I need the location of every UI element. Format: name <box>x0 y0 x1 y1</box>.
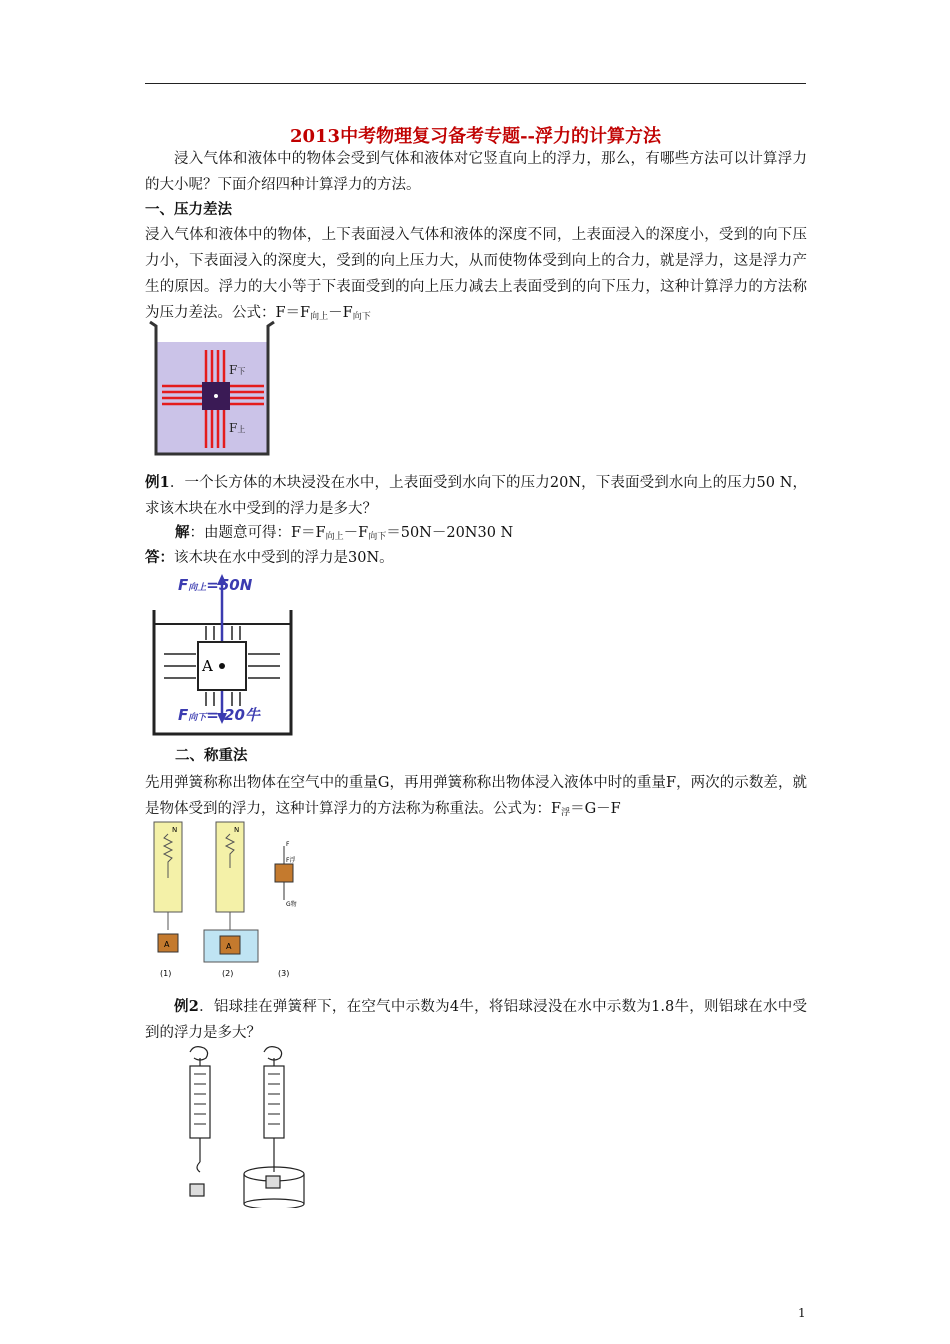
page-number: 1 <box>798 1306 806 1320</box>
scale-2 <box>204 822 258 978</box>
example2-question: 例2．铝球挂在弹簧秤下，在空气中示数为4牛，将铝球浸没在水中示数为1.8牛，则铝球在水中受到的浮力是多大？ <box>145 998 807 1041</box>
page-title: 2013中考物理复习备考专题--浮力的计算方法 <box>289 126 662 147</box>
svg-text:F: F <box>286 841 290 848</box>
spring-scale-figure <box>148 818 308 980</box>
svg-text:F下: F下 <box>229 363 246 377</box>
spring-balance-figure <box>180 1044 310 1208</box>
svg-text:G物: G物 <box>286 901 297 908</box>
intro-paragraph: 浸入气体和液体中的物体会受到气体和液体对它竖直向上的浮力，那么，有哪些方法可以计算浮力的大小呢？下面介绍四种计算浮力的方法。 <box>145 151 807 193</box>
scale-1 <box>154 822 182 978</box>
pressure-beaker-figure <box>148 320 280 458</box>
example1-question: 例1．一个长方体的木块浸没在水中，上表面受到水向下的压力20N，下表面受到水向上的压力50 N，求该木块在水中受到的浮力是多大？ <box>145 474 807 517</box>
svg-text:A: A <box>226 942 232 951</box>
svg-text:A: A <box>202 657 213 675</box>
svg-text:(1): (1) <box>160 969 172 978</box>
example1-answer: 答：该木块在水中受到的浮力是30N。 <box>145 549 394 566</box>
svg-text:F上: F上 <box>229 421 246 435</box>
example1-solution: 解：由题意可得：$F=F_{向上}-F_{向下}=50N-20N30$ N <box>175 524 514 542</box>
svg-text:N: N <box>234 826 240 834</box>
svg-text:N: N <box>172 826 178 834</box>
svg-text:A: A <box>164 940 170 949</box>
section2-paragraph: 先用弹簧称称出物体在空气中的重量G，再用弹簧称称出物体浸入液体中时的重量F，两次的示数差，就是物体受到的浮力，这种计算浮力的方法称为称重法。公式为：$F_浮=G-F$ <box>145 775 807 818</box>
force-box-figure <box>150 570 295 738</box>
svg-text:(3): (3) <box>278 969 290 978</box>
svg-text:F向上=50N: F向上=50N <box>178 576 253 594</box>
svg-text:F浮: F浮 <box>286 857 296 864</box>
svg-text:(2): (2) <box>222 969 234 978</box>
svg-text:F向下= 20牛: F向下= 20牛 <box>178 706 260 724</box>
section1-heading: 一、压力差法 <box>145 201 232 218</box>
section1-paragraph: 浸入气体和液体中的物体，上下表面浸入气体和液体的深度不同，上表面浸入的深度小，受到的向下压力小，下表面浸入的深度大，受到的向上压力大，从而使物体受到向上的合力，就是浮力，这是浮力产生的原因。浮力的大小等于下表面受到的向上压力减去上表面受到的向下压力，这种计算浮力的方法称为压力差法。公式：$F=F_{向上}-F_{向下}$ <box>145 227 807 322</box>
header-rule <box>145 83 806 84</box>
force-diagram <box>275 841 297 978</box>
section2-heading: 二、称重法 <box>175 747 248 764</box>
